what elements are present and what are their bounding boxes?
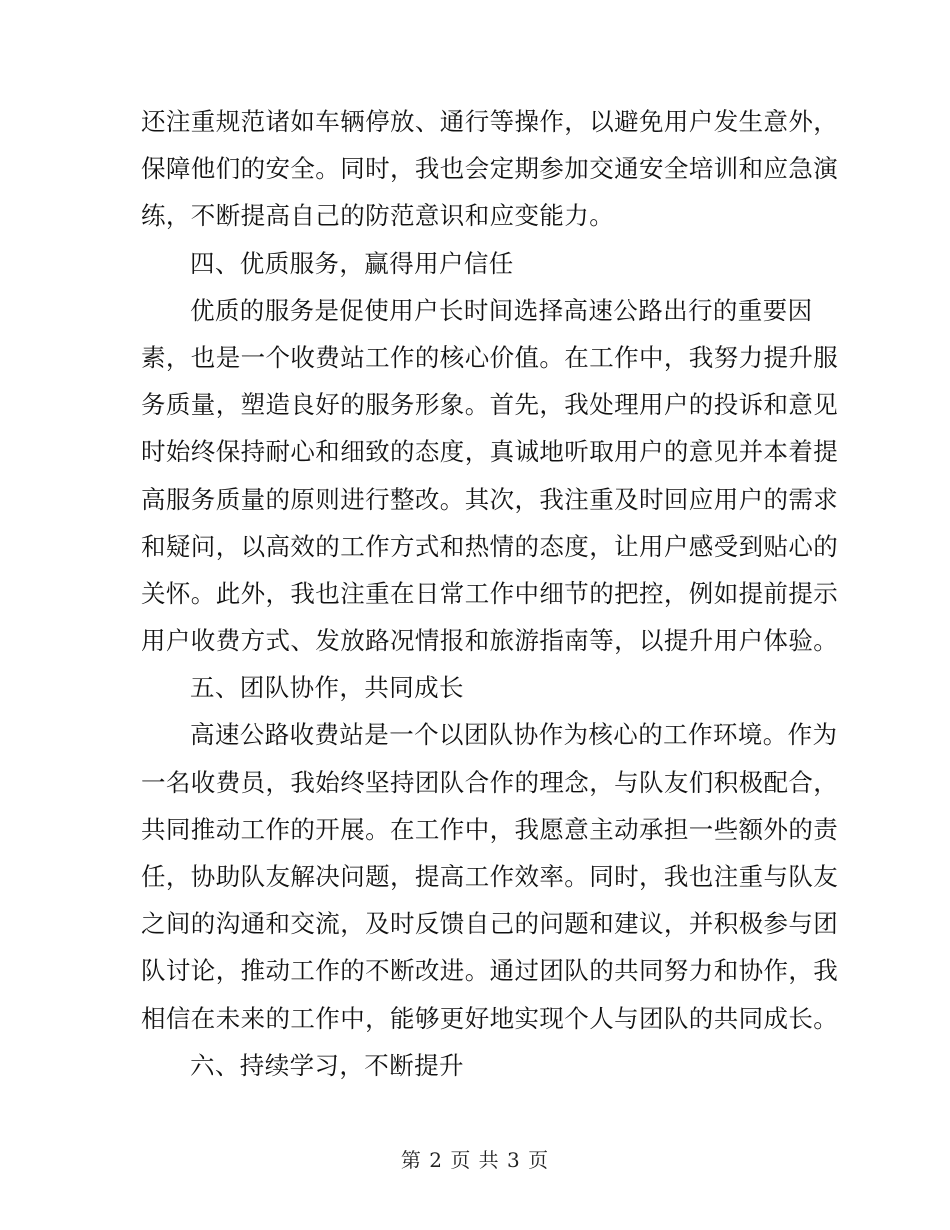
text-line: 一名收费员，我始终坚持团队合作的理念，与队友们积极配合， — [141, 767, 839, 797]
text-line: 练，不断提高自己的防范意识和应变能力。 — [141, 201, 615, 231]
section-heading: 六、持续学习，不断提升 — [190, 1050, 464, 1080]
text-line: 队讨论，推动工作的不断改进。通过团队的共同努力和协作，我 — [141, 956, 839, 986]
text-line: 用户收费方式、发放路况情报和旅游指南等，以提升用户体验。 — [141, 626, 839, 656]
text-line: 任，协助队友解决问题，提高工作效率。同时，我也注重与队友 — [141, 862, 839, 891]
text-line: 素，也是一个收费站工作的核心价值。在工作中，我努力提升服 — [141, 342, 839, 372]
text-line: 还注重规范诸如车辆停放、通行等操作，以避免用户发生意外， — [141, 107, 839, 136]
text-line: 务质量，塑造良好的服务形象。首先，我处理用户的投诉和意见 — [141, 390, 839, 420]
text-line: 关怀。此外，我也注重在日常工作中细节的把控，例如提前提示 — [141, 578, 839, 608]
text-line: 高速公路收费站是一个以团队协作为核心的工作环境。作为 — [190, 720, 838, 750]
document-body — [141, 98, 839, 1089]
text-line: 相信在未来的工作中，能够更好地实现个人与团队的共同成长。 — [141, 1003, 839, 1033]
text-line: 和疑问，以高效的工作方式和热情的态度，让用户感受到贴心的 — [141, 531, 839, 561]
section-heading: 四、优质服务，赢得用户信任 — [190, 248, 514, 278]
text-line: 之间的沟通和交流，及时反馈自己的问题和建议，并积极参与团 — [141, 909, 839, 939]
text-line: 高服务质量的原则进行整改。其次，我注重及时回应用户的需求 — [141, 484, 839, 514]
section-heading: 五、团队协作，共同成长 — [190, 673, 464, 703]
text-line: 优质的服务是促使用户长时间选择高速公路出行的重要因 — [190, 295, 813, 325]
page-number-footer: 第 2 页 共 3 页 — [400, 1148, 550, 1172]
text-line: 保障他们的安全。同时，我也会定期参加交通安全培训和应急演 — [141, 154, 839, 184]
text-line: 时始终保持耐心和细致的态度，真诚地听取用户的意见并本着提 — [141, 437, 839, 467]
text-line: 共同推动工作的开展。在工作中，我愿意主动承担一些额外的责 — [141, 814, 839, 844]
